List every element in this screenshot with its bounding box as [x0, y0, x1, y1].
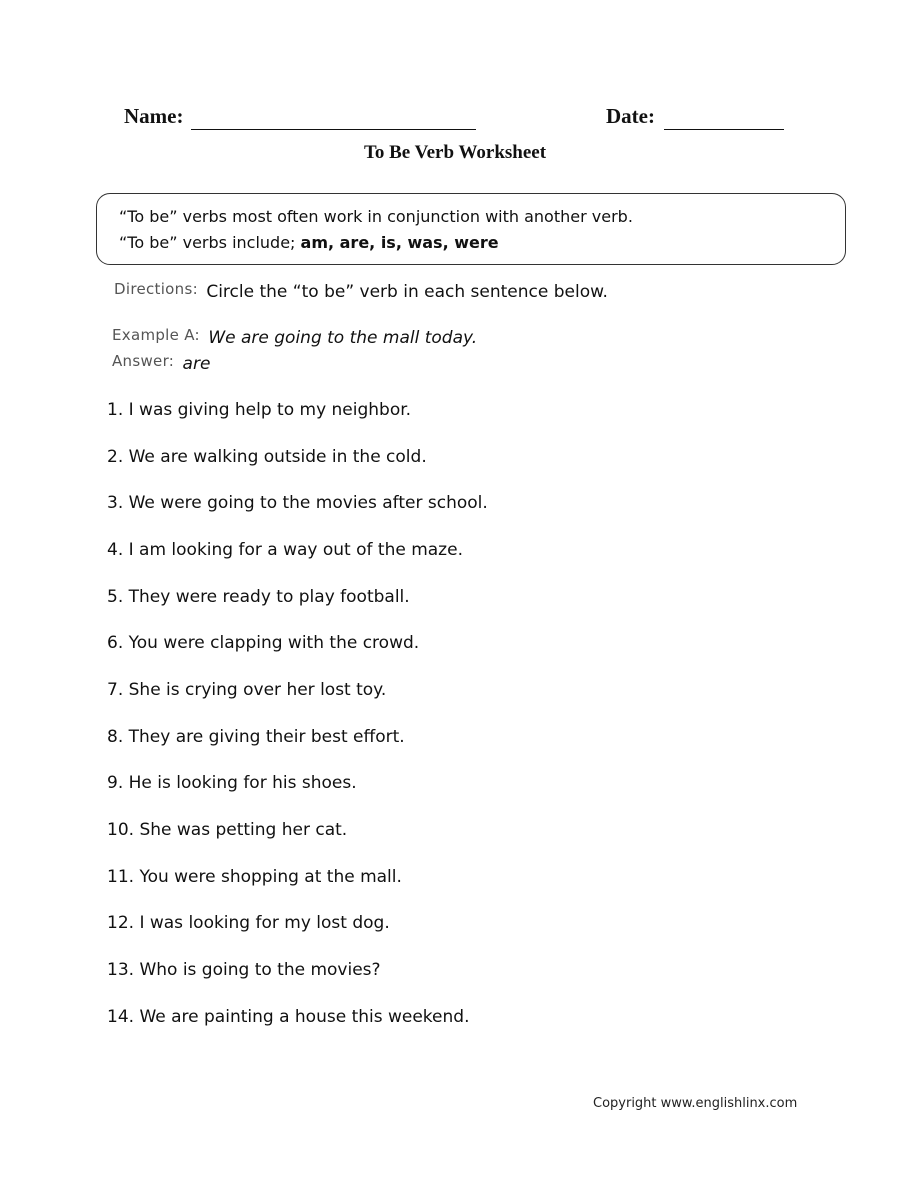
- answer-value: are: [182, 354, 211, 374]
- question-item[interactable]: 10. She was petting her cat.: [107, 820, 348, 840]
- question-item[interactable]: 4. I am looking for a way out of the maze.: [107, 540, 463, 560]
- question-item[interactable]: 12. I was looking for my lost dog.: [107, 913, 390, 933]
- question-item[interactable]: 5. They were ready to play football.: [107, 587, 410, 607]
- question-item[interactable]: 2. We are walking outside in the cold.: [107, 447, 427, 467]
- date-label: Date:: [606, 104, 655, 128]
- example: [112, 328, 477, 348]
- question-item[interactable]: 6. You were clapping with the crowd.: [107, 633, 420, 653]
- verb-list: am, are, is, was, were: [300, 233, 499, 252]
- question-item[interactable]: 1. I was giving help to my neighbor.: [107, 400, 412, 420]
- example-label: Example A:: [112, 326, 200, 344]
- info-box: [96, 193, 846, 265]
- info-line-1: “To be” verbs most often work in conjunction with another verb.: [119, 207, 633, 226]
- info-line-2-prefix: “To be” verbs include;: [119, 233, 301, 252]
- question-item[interactable]: 11. You were shopping at the mall.: [107, 867, 402, 887]
- question-item[interactable]: 3. We were going to the movies after school.: [107, 493, 488, 513]
- directions-text: Circle the “to be” verb in each sentence below.: [206, 282, 608, 302]
- name-label: Name:: [124, 104, 184, 128]
- name-blank-line[interactable]: [191, 129, 476, 130]
- example-answer: [112, 354, 210, 374]
- worksheet-title: To Be Verb Worksheet: [363, 142, 547, 163]
- question-item[interactable]: 7. She is crying over her lost toy.: [107, 680, 387, 700]
- question-item[interactable]: 14. We are painting a house this weekend.: [107, 1007, 470, 1027]
- question-item[interactable]: 8. They are giving their best effort.: [107, 727, 405, 747]
- directions: [114, 282, 608, 302]
- info-line-2: [119, 230, 845, 256]
- question-item[interactable]: 13. Who is going to the movies?: [107, 960, 381, 980]
- directions-label: Directions:: [114, 280, 198, 298]
- answer-label: Answer:: [112, 352, 175, 370]
- question-item[interactable]: 9. He is looking for his shoes.: [107, 773, 357, 793]
- example-sentence: We are going to the mall today.: [208, 328, 478, 348]
- date-blank-line[interactable]: [664, 129, 784, 130]
- copyright: Copyright www.englishlinx.com: [593, 1096, 798, 1111]
- header-row: [0, 104, 910, 136]
